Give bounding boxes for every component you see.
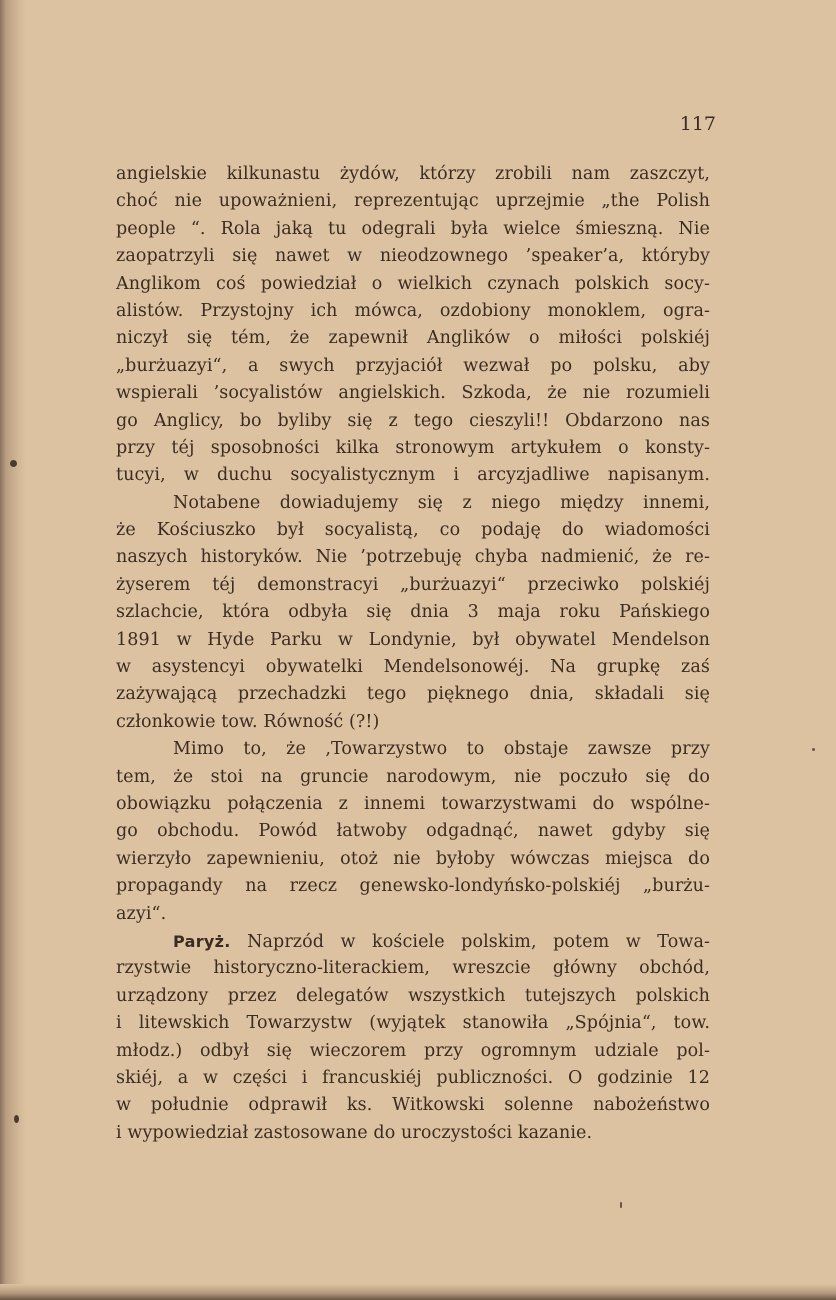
page-binding-edge	[0, 0, 26, 1300]
text-line	[116, 709, 710, 736]
paper-speck	[812, 748, 815, 751]
text-line-content: people “. Rola jaką tu odegrali była wielce śmieszną. Nie	[116, 218, 710, 239]
text-line	[116, 490, 710, 517]
text-line-content: niczył się tém, że zapewnił Anglików o miłości polskiéj	[116, 328, 710, 349]
text-line-content: w południe odprawił ks. Witkowski solenne nabożeństwo	[116, 1095, 710, 1116]
text-line-content: zaopatrzyli się nawet w nieodzownego ’speaker’a, któryby	[116, 246, 710, 267]
text-line-content: i litewskich Towarzystw (wyjątek stanowiła „Spójnia“, tow.	[116, 1013, 710, 1034]
text-line	[116, 1010, 710, 1037]
text-line	[116, 736, 710, 763]
text-line	[116, 435, 710, 462]
text-line	[116, 188, 710, 215]
text-line-content: „burżuazyi“, a swych przyjaciół wezwał po polsku, aby	[116, 355, 710, 376]
text-line	[116, 1038, 710, 1065]
text-line	[116, 298, 710, 325]
text-line-content: go Anglicy, bo byliby się z tego cieszyli!! Obdarzono nas	[116, 410, 710, 431]
text-line-content: tem, że stoi na gruncie narodowym, nie poczuło się do	[116, 766, 710, 787]
text-line	[116, 928, 710, 955]
text-line	[116, 983, 710, 1010]
text-line	[116, 216, 710, 243]
text-line	[116, 1120, 710, 1147]
text-line	[116, 161, 710, 188]
text-line-content: przy téj sposobności kilka stronowym artykułem o konsty-	[116, 437, 710, 458]
paper-speck	[620, 1202, 622, 1208]
text-line-content: naszych historyków. Nie ’potrzebuję chyba nadmienić, że re-	[116, 547, 710, 568]
text-line	[116, 572, 710, 599]
text-line-content: skiéj, a w części i francuskiéj publiczności. O godzinie 12	[116, 1067, 710, 1088]
body-text	[116, 161, 710, 1147]
text-line-content: choć nie upoważnieni, reprezentując uprzejmie „the Polish	[116, 191, 710, 212]
text-line-content: szlachcie, która odbyła się dnia 3 maja roku Pańskiego	[116, 602, 710, 623]
text-line-content: rzystwie historyczno-literackiem, wreszcie główny obchód,	[116, 958, 710, 979]
text-line	[116, 544, 710, 571]
text-line	[116, 818, 710, 845]
page-number: 117	[679, 113, 716, 135]
text-line-content: w asystencyi obywatelki Mendelsonowéj. Na grupkę zaś	[116, 657, 710, 678]
text-line	[116, 599, 710, 626]
text-line-content: żyserem téj demonstracyi „burżuazyi“ przeciwko polskiéj	[116, 574, 710, 595]
text-line-content: wierzyło zapewnieniu, otoż nie byłoby wówczas miejsca do	[116, 848, 710, 869]
text-line	[116, 764, 710, 791]
text-line-content: alistów. Przystojny ich mówca, ozdobiony monoklem, ogra-	[116, 300, 710, 321]
text-line	[116, 846, 710, 873]
text-line-content: Anglikom coś powiedział o wielkich czynach polskich socy-	[116, 273, 710, 294]
section-place-name: Paryż.	[173, 931, 231, 951]
text-line-content: angielskie kilkunastu żydów, którzy zrobili nam zaszczyt,	[116, 164, 710, 184]
text-line-content: Mimo to, że ‚Towarzystwo to obstaje zawsze przy	[173, 739, 710, 760]
text-line	[116, 1092, 710, 1119]
text-line	[116, 380, 710, 407]
paper-speck	[10, 460, 17, 467]
text-line	[116, 353, 710, 380]
text-line	[116, 325, 710, 352]
text-line-content: azyi“.	[116, 903, 167, 924]
text-line	[116, 791, 710, 818]
text-line	[116, 873, 710, 900]
text-line-content: że Kościuszko był socyalistą, co podaję do wiadomości	[116, 520, 710, 541]
text-line-content: Naprzód w kościele polskim, potem w Towa-	[230, 931, 710, 952]
text-line-content: propagandy na rzecz genewsko-londyńsko-polskiéj „burżu-	[116, 876, 710, 897]
text-line-content: 1891 w Hyde Parku w Londynie, był obywatel Mendelson	[116, 629, 710, 650]
text-line-content: Notabene dowiadujemy się z niego między innemi,	[173, 492, 710, 513]
text-line	[116, 654, 710, 681]
paper-speck	[14, 1115, 19, 1123]
text-line-content: zażywającą przechadzki tego pięknego dnia, składali się	[116, 684, 710, 705]
text-line-content: wspierali ’socyalistów angielskich. Szkoda, że nie rozumieli	[116, 383, 710, 404]
text-line	[116, 901, 710, 928]
text-line	[116, 408, 710, 435]
text-line	[116, 271, 710, 298]
text-line-content: urządzony przez delegatów wszystkich tutejszych polskich	[116, 985, 710, 1006]
text-line	[116, 681, 710, 708]
text-line-content: i wypowiedział zastosowane do uroczystości kazanie.	[116, 1122, 593, 1143]
text-line	[116, 627, 710, 654]
text-line-content: członkowie tow. Równość (?!)	[116, 711, 380, 732]
text-line-content: młodz.) odbył się wieczorem przy ogromnym udziale pol-	[116, 1040, 710, 1061]
text-line-content: tucyi, w duchu socyalistycznym i arcyzjadliwe napisanym.	[116, 465, 710, 486]
text-line	[116, 1065, 710, 1092]
text-line-content: go obchodu. Powód łatwoby odgadnąć, nawet gdyby się	[116, 821, 710, 842]
text-line	[116, 955, 710, 982]
text-line-content: obowiązku połączenia z innemi towarzystwami do wspólne-	[116, 793, 710, 814]
text-line	[116, 462, 710, 489]
text-line	[116, 517, 710, 544]
text-line	[116, 243, 710, 270]
page-bottom-edge	[0, 1284, 836, 1300]
